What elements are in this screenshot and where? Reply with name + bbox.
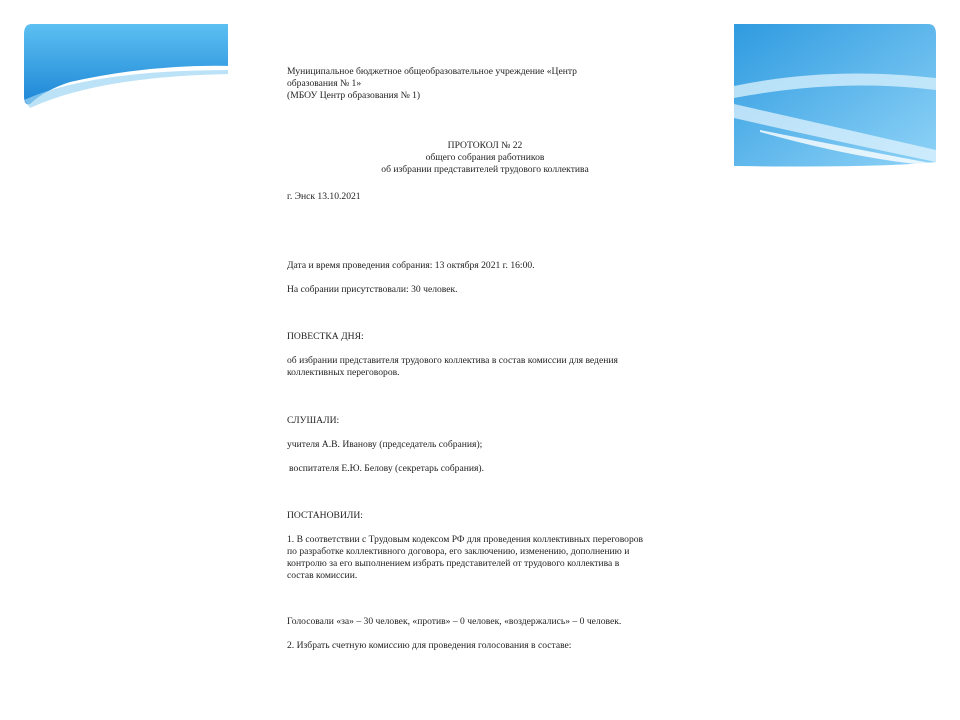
meeting-datetime: Дата и время проведения собрания: 13 октября 2021 г. 16:00. (287, 260, 535, 271)
vote-result: Голосовали «за» – 30 человек, «против» – 0 человек, «воздержались» – 0 человек. (287, 616, 622, 627)
agenda-heading: ПОВЕСТКА ДНЯ: (287, 331, 364, 342)
resolved-item-1: 1. В соответствии с Трудовым кодексом РФ для проведения коллективных переговоров по разработке коллективного договора, его заключению, изменению, дополнению и контролю за его выполнением избрать представителей от трудового коллектива в состав комиссии. (287, 534, 644, 581)
protocol-subtitle: общего собрания работников (425, 152, 545, 163)
heard-item-1: учителя А.В. Иванову (председатель собрания); (287, 439, 483, 450)
place-date: г. Энск 13.10.2021 (287, 191, 361, 202)
resolved-heading: ПОСТАНОВИЛИ: (287, 510, 363, 521)
agenda-text: об избрании представителя трудового коллектива в состав комиссии для ведения коллективных переговоров. (287, 355, 618, 378)
org-name-line1: Муниципальное бюджетное общеобразовательное учреждение «Центр (287, 66, 577, 77)
resolved-item-2: 2. Избрать счетную комиссию для проведения голосования в составе: (287, 640, 572, 651)
org-name-line2: образования № 1» (287, 78, 362, 89)
attendance: На собрании присутствовали: 30 человек. (287, 284, 458, 295)
protocol-title: ПРОТОКОЛ № 22 (447, 140, 523, 151)
heard-item-2: воспитателя Е.Ю. Белову (секретарь собрания). (289, 463, 485, 474)
protocol-subject: об избрании представителей трудового коллектива (381, 164, 589, 175)
heard-heading: СЛУШАЛИ: (287, 415, 340, 426)
org-short-name: (МБОУ Центр образования № 1) (287, 90, 421, 101)
